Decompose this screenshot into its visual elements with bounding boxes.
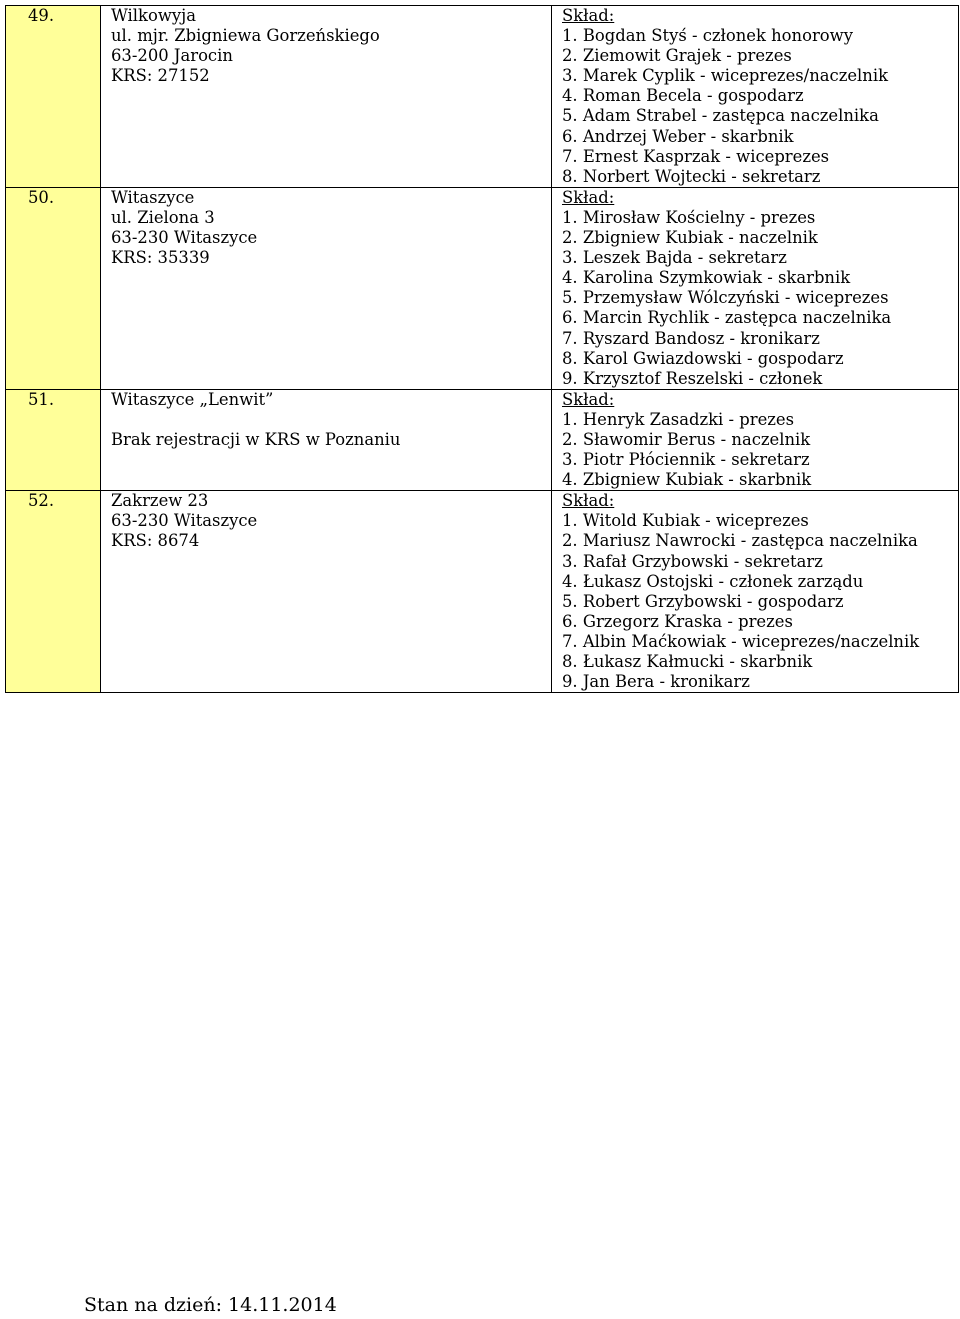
member-item: 4. Karolina Szymkowiak - skarbnik xyxy=(562,268,851,288)
member-item: 1. Bogdan Styś - członek honorowy xyxy=(562,26,853,46)
member-item: 2. Ziemowit Grajek - prezes xyxy=(562,46,792,66)
row-number: 51. xyxy=(6,389,101,490)
table-row xyxy=(6,389,959,490)
organization-line: ul. Zielona 3 xyxy=(111,207,215,227)
members-cell xyxy=(552,6,959,188)
member-item: 8. Karol Gwiazdowski - gospodarz xyxy=(562,348,844,368)
member-item: 7. Albin Maćkowiak - wiceprezes/naczelnik xyxy=(562,631,920,651)
organization-line: Brak rejestracji w KRS w Poznaniu xyxy=(111,429,401,449)
organization-line: ul. mjr. Zbigniewa Gorzeńskiego xyxy=(111,26,380,46)
member-item: 3. Marek Cyplik - wiceprezes/naczelnik xyxy=(562,66,889,86)
member-item: 9. Krzysztof Reszelski - członek xyxy=(562,368,823,388)
member-item: 8. Norbert Wojtecki - sekretarz xyxy=(562,166,821,186)
organization-cell xyxy=(101,187,552,389)
member-item: 1. Henryk Zasadzki - prezes xyxy=(562,409,795,429)
member-item: 9. Jan Bera - kronikarz xyxy=(562,672,750,692)
line-spacer xyxy=(111,410,551,430)
member-item: 7. Ryszard Bandosz - kronikarz xyxy=(562,328,820,348)
member-item: 6. Marcin Rychlik - zastępca naczelnika xyxy=(562,308,892,328)
members-heading: Skład: xyxy=(562,491,615,511)
row-number: 50. xyxy=(6,187,101,389)
member-item: 5. Przemysław Wólczyński - wiceprezes xyxy=(562,288,889,308)
member-item: 4. Roman Becela - gospodarz xyxy=(562,86,804,106)
member-item: 6. Grzegorz Kraska - prezes xyxy=(562,611,793,631)
organization-line: KRS: 35339 xyxy=(111,248,210,268)
member-item: 5. Adam Strabel - zastępca naczelnika xyxy=(562,106,879,126)
member-item: 3. Leszek Bajda - sekretarz xyxy=(562,248,787,268)
organization-line: Witaszyce xyxy=(111,187,195,207)
member-item: 6. Andrzej Weber - skarbnik xyxy=(562,126,794,146)
member-item: 5. Robert Grzybowski - gospodarz xyxy=(562,591,844,611)
member-item: 3. Rafał Grzybowski - sekretarz xyxy=(562,551,823,571)
organization-cell xyxy=(101,389,552,490)
member-item: 4. Zbigniew Kubiak - skarbnik xyxy=(562,470,812,490)
organization-line: Wilkowyja xyxy=(111,6,196,25)
organization-line: Witaszyce „Lenwit” xyxy=(111,389,274,409)
table-row xyxy=(6,187,959,389)
members-heading: Skład: xyxy=(562,389,615,409)
members-cell xyxy=(552,491,959,693)
members-heading: Skład: xyxy=(562,6,615,25)
organization-line: KRS: 27152 xyxy=(111,66,210,86)
organization-cell xyxy=(101,491,552,693)
organization-line: Zakrzew 23 xyxy=(111,491,209,511)
row-number: 52. xyxy=(6,491,101,693)
members-heading: Skład: xyxy=(562,187,615,207)
organization-line: 63-230 Witaszyce xyxy=(111,228,258,248)
organization-line: 63-230 Witaszyce xyxy=(111,511,258,531)
organizations-table-body xyxy=(6,6,959,693)
member-item: 4. Łukasz Ostojski - członek zarządu xyxy=(562,571,864,591)
organization-line: KRS: 8674 xyxy=(111,531,200,551)
member-item: 7. Ernest Kasprzak - wiceprezes xyxy=(562,146,830,166)
members-cell xyxy=(552,389,959,490)
member-item: 2. Sławomir Berus - naczelnik xyxy=(562,429,811,449)
organizations-table xyxy=(5,5,959,693)
row-number: 49. xyxy=(6,6,101,188)
member-item: 8. Łukasz Kałmucki - skarbnik xyxy=(562,652,813,671)
status-date: Stan na dzień: 14.11.2014 xyxy=(84,1294,337,1316)
member-item: 2. Mariusz Nawrocki - zastępca naczelnika xyxy=(562,531,918,551)
members-cell xyxy=(552,187,959,389)
table-row xyxy=(6,491,959,693)
organization-cell xyxy=(101,6,552,188)
member-item: 3. Piotr Płóciennik - sekretarz xyxy=(562,450,810,470)
organization-line: 63-200 Jarocin xyxy=(111,46,233,66)
table-row xyxy=(6,6,959,188)
member-item: 1. Mirosław Kościelny - prezes xyxy=(562,207,816,227)
member-item: 2. Zbigniew Kubiak - naczelnik xyxy=(562,228,818,248)
member-item: 1. Witold Kubiak - wiceprezes xyxy=(562,511,809,531)
